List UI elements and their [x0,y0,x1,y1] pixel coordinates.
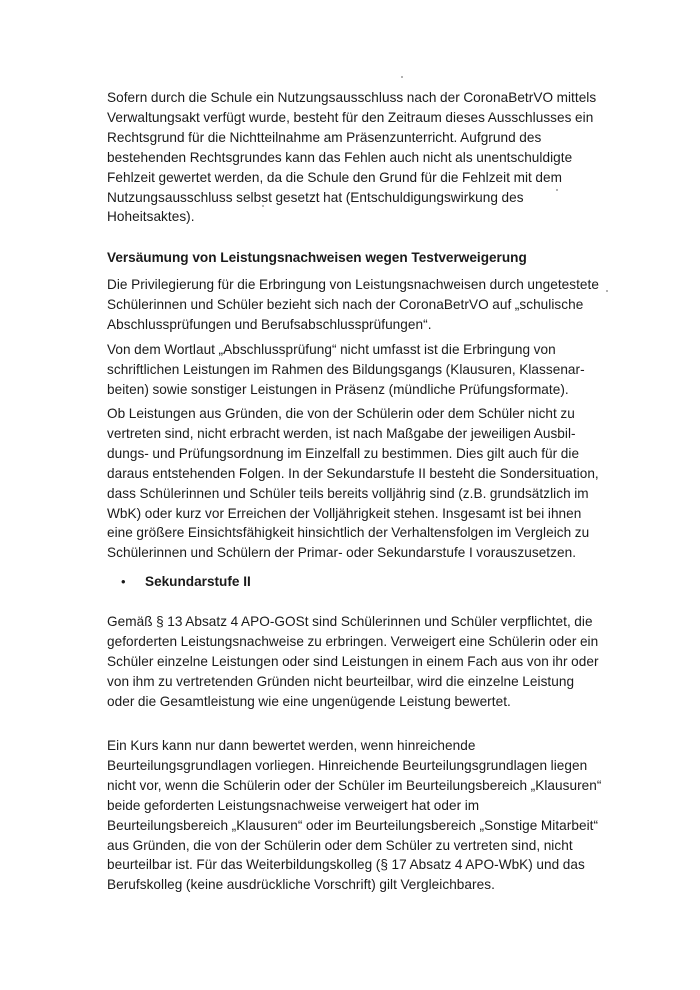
paragraph-apo-gost: Gemäß § 13 Absatz 4 APO-GOSt sind Schülerinnen und Schüler verpflichtet, die geforderten Leistungsnachweise zu erbringen. Verweigert eine Schülerin oder ein Schüler einzelne Leistungen oder sind Leistungen in einem Fach aus von ihr oder von ihm zu vertretenden Gründen nicht beurteilbar, wird die einzelne Leistung oder die Gesamtleistung wie eine ungenügende Leistung bewertet. [107,614,599,709]
paragraph-nutzungsausschluss: Sofern durch die Schule ein Nutzungsausschluss nach der CoronaBetrVO mittels Verwaltungsakt verfügt wurde, besteht für den Zeitraum dieses Ausschlusses ein Rechtsgrund für die Nichtteilnahme am Präsenzunterricht. Aufgrund des bestehenden Rechtsgrundes kann das Fehlen auch nicht als unentschuldigte Fehlzeit gewertet werden, da die Schule den Grund für die Fehlzeit mit dem Nutzungsausschluss selbst gesetzt hat (Entschuldigungswirkung des Hoheitsaktes). [107,90,597,225]
paragraph-leistungen-gruende: Ob Leistungen aus Gründen, die von der Schülerin oder dem Schüler nicht zu vertreten sind, nicht erbracht werden, ist nach Maßgabe der jeweiligen Ausbildungs- und Prüfungsordnung im Einzelfall zu bestimmen. Dies gilt auch für die daraus entstehenden Folgen. In der Sekundarstufe II besteht die Sondersituation, dass Schülerinnen und Schüler teils bereits volljährig sind (z.B. grundsätzlich im WbK) oder kurz vor Erreichen der Volljährigkeit stehen. Insgesamt ist bei ihnen eine größere Einsichtsfähigkeit hinsichtlich der Verhaltensfolgen im Vergleich zu Schülerinnen und Schülern der Primar- oder Sekundarstufe I vorauszusetzen. [107,406,599,561]
scan-speck [401,76,403,78]
paragraph-privilegierung: Die Privilegierung für die Erbringung von Leistungsnachweisen durch ungetestete Schülerinnen und Schüler bezieht sich nach der CoronaBetrVO auf „schulische Abschlussprüfungen und Berufsabschlussprüfungen“. [107,277,599,332]
bullet-icon: • [121,574,126,589]
paragraph-kurs-bewertung: Ein Kurs kann nur dann bewertet werden, wenn hinreichende Beurteilungsgrundlagen vorliegen. Hinreichende Beurteilungsgrundlagen liegen nicht vor, wenn die Schülerin oder der Schüler im Beurteilungsbereich „Klausuren“ beide geforderten Leistungsnachweise verweigert hat oder im Beurteilungsbereich „Klausuren“ oder im Beurteilungsbereich „Sonstige Mitarbeit“ aus Gründen, die von der Schülerin oder dem Schüler zu vertreten sind, nicht beurteilbar ist. Für das Weiterbildungskolleg (§ 17 Absatz 4 APO-WbK) und das Berufskolleg (keine ausdrückliche Vorschrift) gilt Vergleichbares. [107,738,602,893]
section-heading-testverweigerung: Versäumung von Leistungsnachweisen wegen Testverweigerung [107,250,527,265]
scan-speck [606,290,608,292]
document-page [107,0,602,990]
bullet-item-sekundarstufe [121,572,251,591]
paragraph-wortlaut-abschlusspruefung: Von dem Wortlaut „Abschlussprüfung“ nicht umfasst ist die Erbringung von schriftlichen Leistungen im Rahmen des Bildungsgangs (Klausuren, Klassenarbeiten) sowie sonstiger Leistungen in Präsenz (mündliche Prüfungsformate). [107,342,585,397]
scan-speck [556,189,558,191]
scan-speck [262,205,264,207]
section-heading-sekundarstufe-ii: Sekundarstufe II [145,574,251,589]
